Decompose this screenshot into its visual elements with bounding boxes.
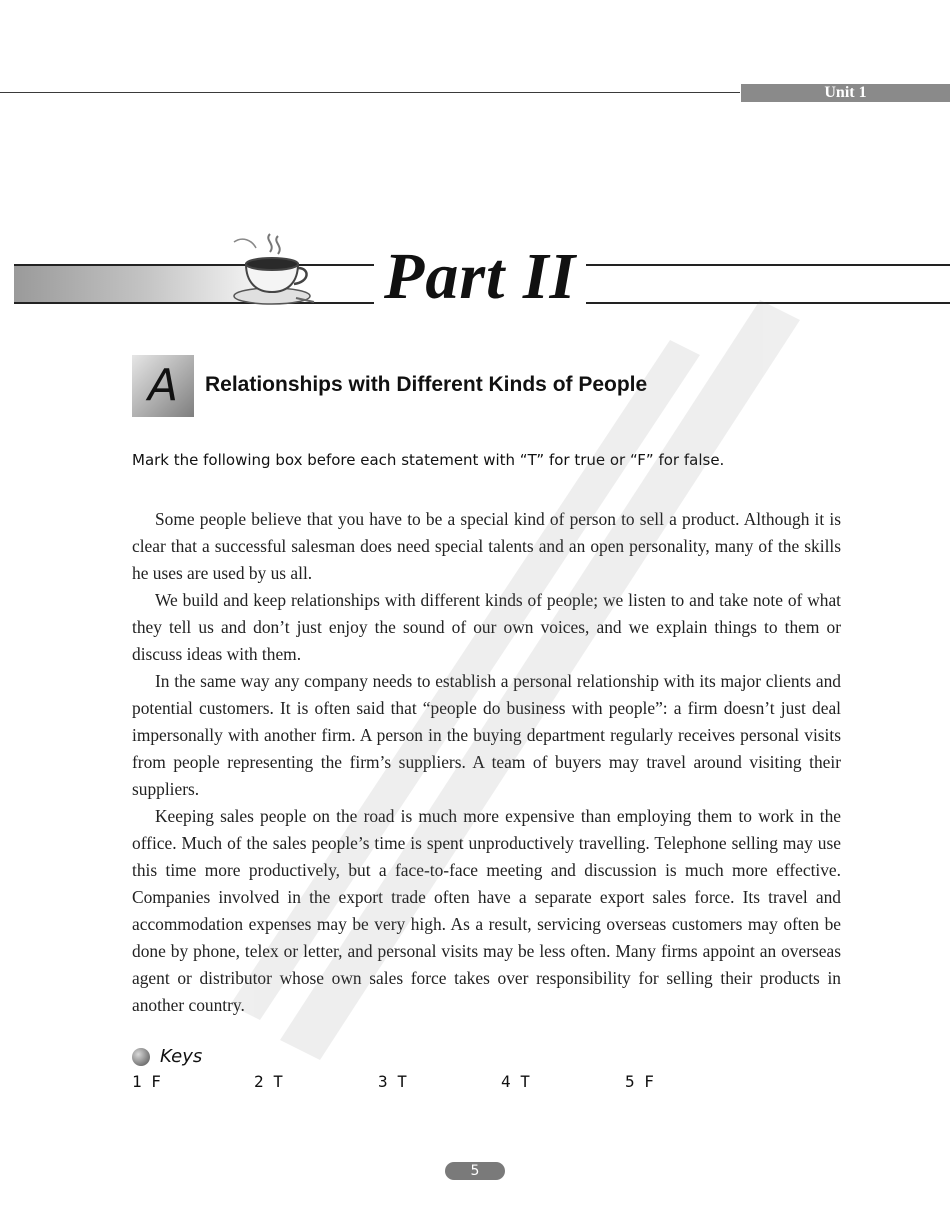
part-title: Part II	[374, 242, 586, 312]
key-answer: 1 F	[132, 1072, 161, 1091]
section-letter: A	[147, 360, 179, 411]
section-letter-badge	[132, 355, 194, 417]
paragraph: In the same way any company needs to establish a personal relationship with its major clients and potential customers. It is often said that “people do business with people”: a firm doesn’t just deal impersonally with another firm. A person in the buying department regularly receives personal visits from people representing the firm’s suppliers. A team of buyers may travel around visiting their suppliers.	[132, 671, 841, 799]
key-answer: 4 T	[501, 1072, 530, 1091]
coffee-cup-icon	[226, 230, 316, 310]
unit-label: Unit 1	[741, 84, 950, 102]
reading-passage	[132, 506, 841, 1019]
key-answer: 2 T	[254, 1072, 283, 1091]
paragraph: Keeping sales people on the road is much more expensive than employing them to work in the office. Much of the sales people’s time is spent unproductively travelling. Telephone selling may use this time more productively, but a face-to-face meeting and discussion is much more effective. Companies involved in the export trade often have a separate export sales force. Its travel and accommodation expenses may be very high. As a result, servicing overseas customers may often be done by phone, telex or letter, and personal visits may be less often. Many firms appoint an overseas agent or distributor whose own sales force takes over responsibility for selling their products in another country.	[132, 806, 841, 1015]
keys-label: Keys	[160, 1046, 203, 1067]
key-answer: 5 F	[625, 1072, 654, 1091]
page-number: 5	[445, 1162, 505, 1180]
part-banner	[14, 240, 950, 313]
paragraph: Some people believe that you have to be a special kind of person to sell a product. Although it is clear that a successful salesman does need special talents and an open personality, many of the skills he uses are used by us all.	[132, 509, 841, 583]
banner-gradient	[14, 264, 254, 304]
instruction-text: Mark the following box before each statement with “T” for true or “F” for false.	[132, 451, 725, 469]
section-title: Relationships with Different Kinds of People	[205, 373, 648, 396]
keys-heading	[132, 1046, 202, 1067]
keys-row	[132, 1072, 692, 1094]
key-answer: 3 T	[378, 1072, 407, 1091]
paragraph: We build and keep relationships with different kinds of people; we listen to and take note of what they tell us and don’t just enjoy the sound of our own voices, and we explain things to them or discuss ideas with them.	[132, 590, 841, 664]
header-rule	[0, 92, 740, 93]
bullet-icon	[132, 1048, 150, 1066]
